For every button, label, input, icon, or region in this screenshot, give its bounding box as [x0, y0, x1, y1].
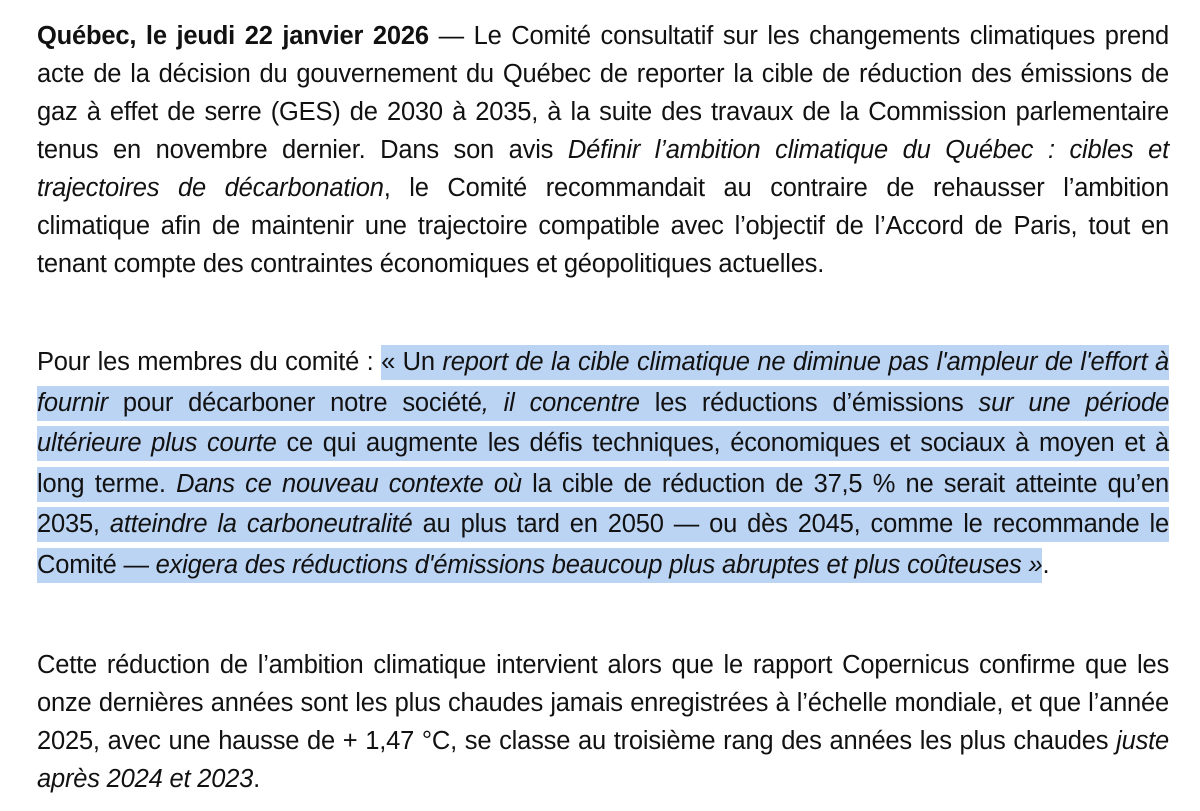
report-title: Définir l’ambition climatique du Québec : cibles et trajectoires de décarbonation — [37, 136, 1169, 202]
quote-text: pour décarboner notre société — [107, 388, 482, 417]
quote-text: ce qui augmente les défis techniques, économiques et sociaux à moyen et à long terme. — [37, 429, 1169, 498]
quote-end: . — [1042, 550, 1050, 579]
paragraph-quote — [37, 342, 1169, 585]
dateline: Québec, le jeudi 22 janvier 2026 — [37, 22, 429, 50]
paragraph-copernicus — [37, 646, 1169, 798]
selected-quote[interactable] — [37, 345, 1169, 583]
paragraph-context — [37, 17, 1169, 283]
paragraph-text: , le Comité recommandait au contraire de rehausser l’ambition climatique afin de maintenir une trajectoire compatible avec l’objectif de l’Accord de Paris, tout en tenant compte des contraintes économiques et géopolitiques actuelles. — [37, 174, 1169, 278]
quote-emphasis: exigera des réductions d'émissions beaucoup plus abruptes et plus coûteuses — [155, 550, 1022, 579]
quote-text: « Un — [381, 348, 443, 376]
paragraph-text: Cette réduction de l’ambition climatique intervient alors que le rapport Copernicus confirme que les onze dernières années sont les plus chaudes jamais enregistrées à l’échelle mondiale, et que l’année 2025, avec une hausse de + 1,47 °C, se classe au troisième rang des années les plus chaudes — [37, 651, 1169, 755]
quote-text: la cible de réduction de 37,5 % ne serait atteinte qu’en 2035, — [37, 469, 1169, 538]
quote-close: » — [1021, 550, 1043, 579]
quote-intro: Pour les membres du comité : — [37, 348, 382, 376]
quote-emphasis: , il concentre — [481, 388, 640, 417]
quote-emphasis: Dans ce nouveau contexte où — [176, 469, 522, 498]
quote-emphasis: atteindre la carboneutralité — [109, 510, 413, 538]
paragraph-end: . — [253, 765, 261, 793]
quote-emphasis: report de la cible climatique ne diminue pas l'ampleur de l'effort à fournir — [37, 348, 1170, 417]
paragraph-text: — Le Comité consultatif sur les changements climatiques prend acte de la décision du gouvernement du Québec de reporter la cible de réduction des émissions de gaz à effet de serre (GES) de 2030 à 2035, à la suite des travaux de la Commission parlementaire tenus en novembre dernier. Dans son avis — [37, 22, 1170, 164]
years-emphasis: juste après 2024 et 2023 — [37, 727, 1169, 793]
quote-text: au plus tard en 2050 — ou dès 2045, comme le recommande le Comité — — [37, 510, 1169, 579]
quote-text: les réductions d’émissions — [639, 388, 979, 417]
quote-emphasis: sur une période ultérieure plus courte — [37, 388, 1169, 457]
